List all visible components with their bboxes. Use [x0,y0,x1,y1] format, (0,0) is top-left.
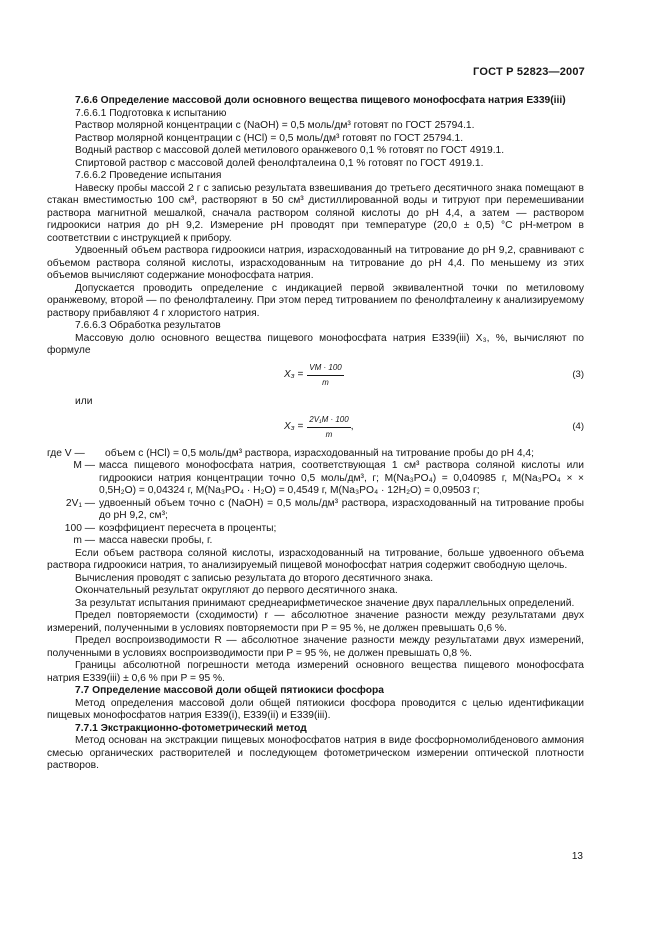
prep-line-3: Водный раствор с массовой долей метилового оранжевого 0,1 % готовят по ГОСТ 4919.1. [75,145,505,156]
page-content [47,95,584,773]
formula-3-lhs: X₃ = [284,369,304,381]
where-item-m-sample [47,535,584,548]
where-text: коэффициент пересчета в проценты; [99,522,277,534]
where-symbol: m — [73,535,95,546]
result-paragraph-2: Вычисления проводят с записью результата до второго десятичного знака. [75,572,434,584]
where-text: удвоенный объем точно с (NaOH) = 0,5 моль/дм³ раствора, израсходованный на титрование пробы до рН 9,2, см³; [99,497,584,521]
formula-4-denominator: m [325,430,333,439]
where-symbol: 100 — [64,522,95,534]
document-code: ГОСТ Р 52823—2007 [473,66,585,78]
prep-line-1: Раствор молярной концентрации с (NaOH) = 0,5 моль/дм³ готовят по ГОСТ 25794.1. [75,120,475,131]
formula-4-tail: , [350,421,354,433]
or-text: или [75,395,93,407]
test-paragraph-2: Удвоенный объем раствора гидроокиси натрия, израсходованный на титрование до рН 9,2, сравнивают с объемом раствора соляной кислоты, израсходованным на титрование до рН 4,4. По меньшему из этих объемов вычисляют содержание монофосфата натрия. [47,245,584,281]
formula-3 [47,358,584,396]
section-7-6-6-title: 7.6.6 Определение массовой доли основного вещества пищевого монофосфата натрия E339(iii) [75,95,566,106]
section-7-7-title: 7.7 Определение массовой доли общей пятиокиси фосфора [75,685,384,696]
section-7-6-6-3-title: 7.6.6.3 Обработка результатов [75,320,221,331]
where-symbol: M — [73,460,95,471]
prep-line-2: Раствор молярной концентрации с (HCl) = 0,5 моль/дм³ готовят по ГОСТ 25794.1. [75,132,464,144]
prep-line-4: Спиртовой раствор с массовой долей фенолфталеина 0,1 % готовят по ГОСТ 4919.1. [75,157,484,169]
test-paragraph-3: Допускается проводить определение с индикацией первой эквивалентной точки по метиловому оранжевому, второй — по фенолфталеину. При этом перед титрованием по фенолфталеину к анализируемому раствору прибавляют 4 г хлористого натрия. [47,282,584,319]
section-7-7-1-title: 7.7.1 Экстракционно-фотометрический метод [75,722,307,734]
result-paragraph-1: Если объем раствора соляной кислоты, израсходованный на титрование, больше удвоенного объема раствора гидроокиси натрия, то анализируемый пищевой монофосфат натрия содержит свободную щелочь. [47,547,584,571]
section-7-6-6-1-title: 7.6.6.1 Подготовка к испытанию [75,107,227,119]
formula-4-fraction [307,414,350,442]
where-symbol: 2V₁ — [65,497,95,509]
result-paragraph-6: Предел воспроизводимости R — абсолютное значение разности между результатами двух измерений, полученными в условиях воспроизводимости при P = 95 %, не должен превышать 0,8 %. [47,635,584,659]
result-paragraph-5: Предел повторяемости (сходимости) r — абсолютное значение разности между результатами двух измерений, полученными в условиях повторяемости при P = 95 %, не должен превышать 0,6 %. [47,610,584,634]
formula-4-lhs: X₃ = [284,421,304,433]
result-paragraph-4: За результат испытания принимают среднеарифметическое значение двух параллельных определений. [75,597,575,609]
or-line [47,396,584,410]
page-number: 13 [571,851,583,862]
where-text: объем с (HCl) = 0,5 моль/дм³ раствора, израсходованный на титрование пробы до рН 4,4; [105,447,534,459]
result-paragraph-3: Окончательный результат округляют до первого десятичного знака. [75,585,398,596]
section-7-6-6-2-title: 7.6.6.2 Проведение испытания [75,170,222,181]
formula-3-number: (3) [572,368,584,380]
section-7-7-text: Метод определения массовой доли общей пятиокиси фосфора проводится с целью идентификации пищевых монофосфатов натрия E339(i), E339(ii) и E339(iii). [47,697,584,721]
test-paragraph-1: Навеску пробы массой 2 г с записью результата взвешивания до третьего десятичного знака помещают в стакан вместимостью 100 см³, растворяют в 50 см³ дистиллированной воды и титруют при перемешивании раствора магнитной мешалкой, сначала раствором соляной кислоты до рН 4,4, а затем — раствором гидроокиси натрия до рН 9,2. Измерение рН проводят при температуре (20,0 ± 0,5) °С рН-метром в соответствии с инструкцией к прибору. [47,182,584,244]
where-item-2v1 [47,498,584,523]
where-item-m-mass [47,460,584,498]
calc-intro: Массовую долю основного вещества пищевого монофосфата натрия E339(iii) X₃, %, вычисляют по формуле [47,332,584,356]
where-symbol: где V — [47,447,85,459]
formula-4-number: (4) [572,420,584,432]
formula-4 [47,410,584,448]
formula-3-fraction [307,362,343,390]
formula-4-numerator: 2V₁M · 100 [307,414,350,429]
section-7-7-1-text: Метод основан на экстракции пищевых монофосфатов натрия в виде фосфорномолибденового аммония смесью органических растворителей и последующем фотометрическом измерении оптической плотности растворов. [47,735,584,771]
where-item-100 [47,523,584,536]
result-paragraph-7: Границы абсолютной погрешности метода измерений основного вещества пищевого монофосфата натрия E339(iii) ± 0,6 % при P = 95 %. [47,660,584,684]
where-text: масса пищевого монофосфата натрия, соответствующая 1 см³ раствора соляной кислоты или гидроокиси натрия концентрации точно 0,5 моль/дм³, г; M(Na₃PO₄) = 0,040985 г, M(Na₃PO₄ × × 0,5H₂O) = 0,04324 г, M(Na₃PO₄ · H₂O) = 0,4549 г, M(Na₃PO₄ · 12H₂O) = 0,09503 г; [99,460,584,496]
where-item-v [47,448,584,461]
where-text: масса навески пробы, г. [99,535,213,546]
formula-3-denominator: m [322,378,329,387]
formula-3-numerator: VM · 100 [307,362,343,377]
